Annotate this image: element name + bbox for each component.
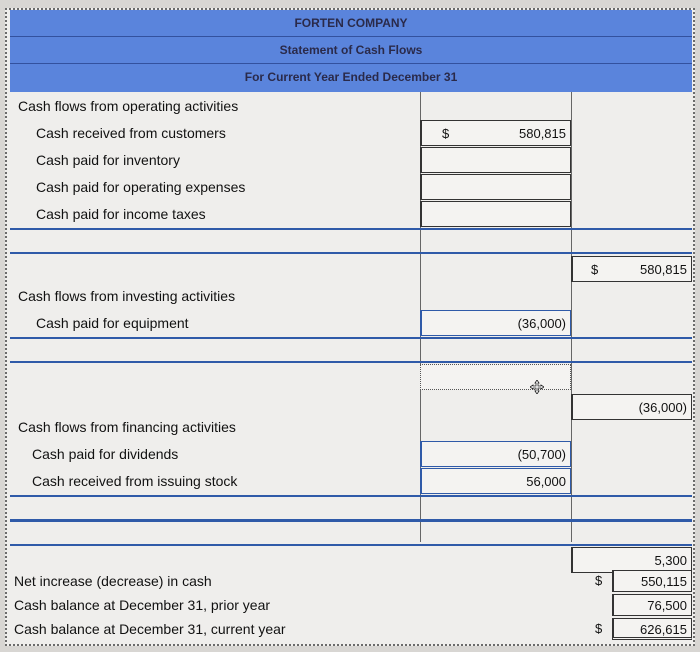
- net-change-row: Net increase (decrease) in cash $ 550,115: [12, 570, 692, 592]
- table-row: [12, 174, 692, 200]
- line-label: Cash paid for equipment: [36, 315, 189, 331]
- net-change-cell[interactable]: 550,115: [612, 570, 692, 592]
- table-row: [12, 310, 692, 336]
- investing-heading-row: [12, 283, 692, 309]
- investing-heading: Cash flows from investing activities: [18, 288, 236, 304]
- blank-input-row[interactable]: [10, 520, 692, 546]
- table-row: [12, 120, 692, 146]
- table-row: [12, 468, 692, 494]
- table-row: [12, 147, 692, 173]
- statement-header: [10, 10, 692, 92]
- line-label: Cash paid for inventory: [36, 152, 180, 168]
- statement-period: For Current Year Ended December 31: [244, 70, 458, 84]
- operating-heading: Cash flows from operating activities: [18, 98, 239, 114]
- amount-cell[interactable]: (36,000): [420, 310, 571, 336]
- total-cell[interactable]: 5,300: [571, 547, 692, 573]
- amount-cell[interactable]: 56,000: [420, 468, 571, 494]
- line-label: Cash received from customers: [36, 125, 226, 141]
- current-balance-label: Cash balance at December 31, current year: [14, 621, 286, 637]
- operating-total-row: [12, 256, 692, 282]
- line-label: Cash paid for operating expenses: [36, 179, 246, 195]
- blank-row: [12, 364, 692, 390]
- amount-cell[interactable]: $ 580,815: [420, 120, 571, 146]
- amount-cell[interactable]: [420, 147, 571, 173]
- current-balance-row: Cash balance at December 31, current year $ 626,615: [12, 618, 692, 640]
- prior-balance-cell[interactable]: 76,500: [612, 594, 692, 616]
- company-name: FORTEN COMPANY: [294, 16, 408, 30]
- net-change-label: Net increase (decrease) in cash: [14, 573, 212, 589]
- financing-heading-row: [12, 414, 692, 440]
- amount-cell[interactable]: (50,700): [420, 441, 571, 467]
- amount-cell[interactable]: [420, 174, 571, 200]
- line-label: Cash received from issuing stock: [32, 473, 238, 489]
- amount-cell[interactable]: [420, 201, 571, 227]
- prior-balance-row: [12, 594, 692, 616]
- move-cursor-icon: [530, 380, 544, 394]
- financing-heading: Cash flows from financing activities: [18, 419, 236, 435]
- blank-input-row[interactable]: [10, 228, 692, 254]
- operating-heading-row: [12, 93, 692, 119]
- amount-cell[interactable]: [420, 364, 571, 390]
- total-cell[interactable]: (36,000): [571, 394, 692, 420]
- total-cell[interactable]: $ 580,815: [571, 256, 692, 282]
- table-row: [12, 201, 692, 227]
- current-balance-cell[interactable]: 626,615: [612, 618, 692, 640]
- prior-balance-label: Cash balance at December 31, prior year: [14, 597, 271, 613]
- blank-input-row[interactable]: [10, 495, 692, 521]
- line-label: Cash paid for dividends: [32, 446, 179, 462]
- blank-input-row[interactable]: [10, 337, 692, 363]
- statement-title: Statement of Cash Flows: [279, 43, 423, 57]
- table-row: [12, 441, 692, 467]
- line-label: Cash paid for income taxes: [36, 206, 206, 222]
